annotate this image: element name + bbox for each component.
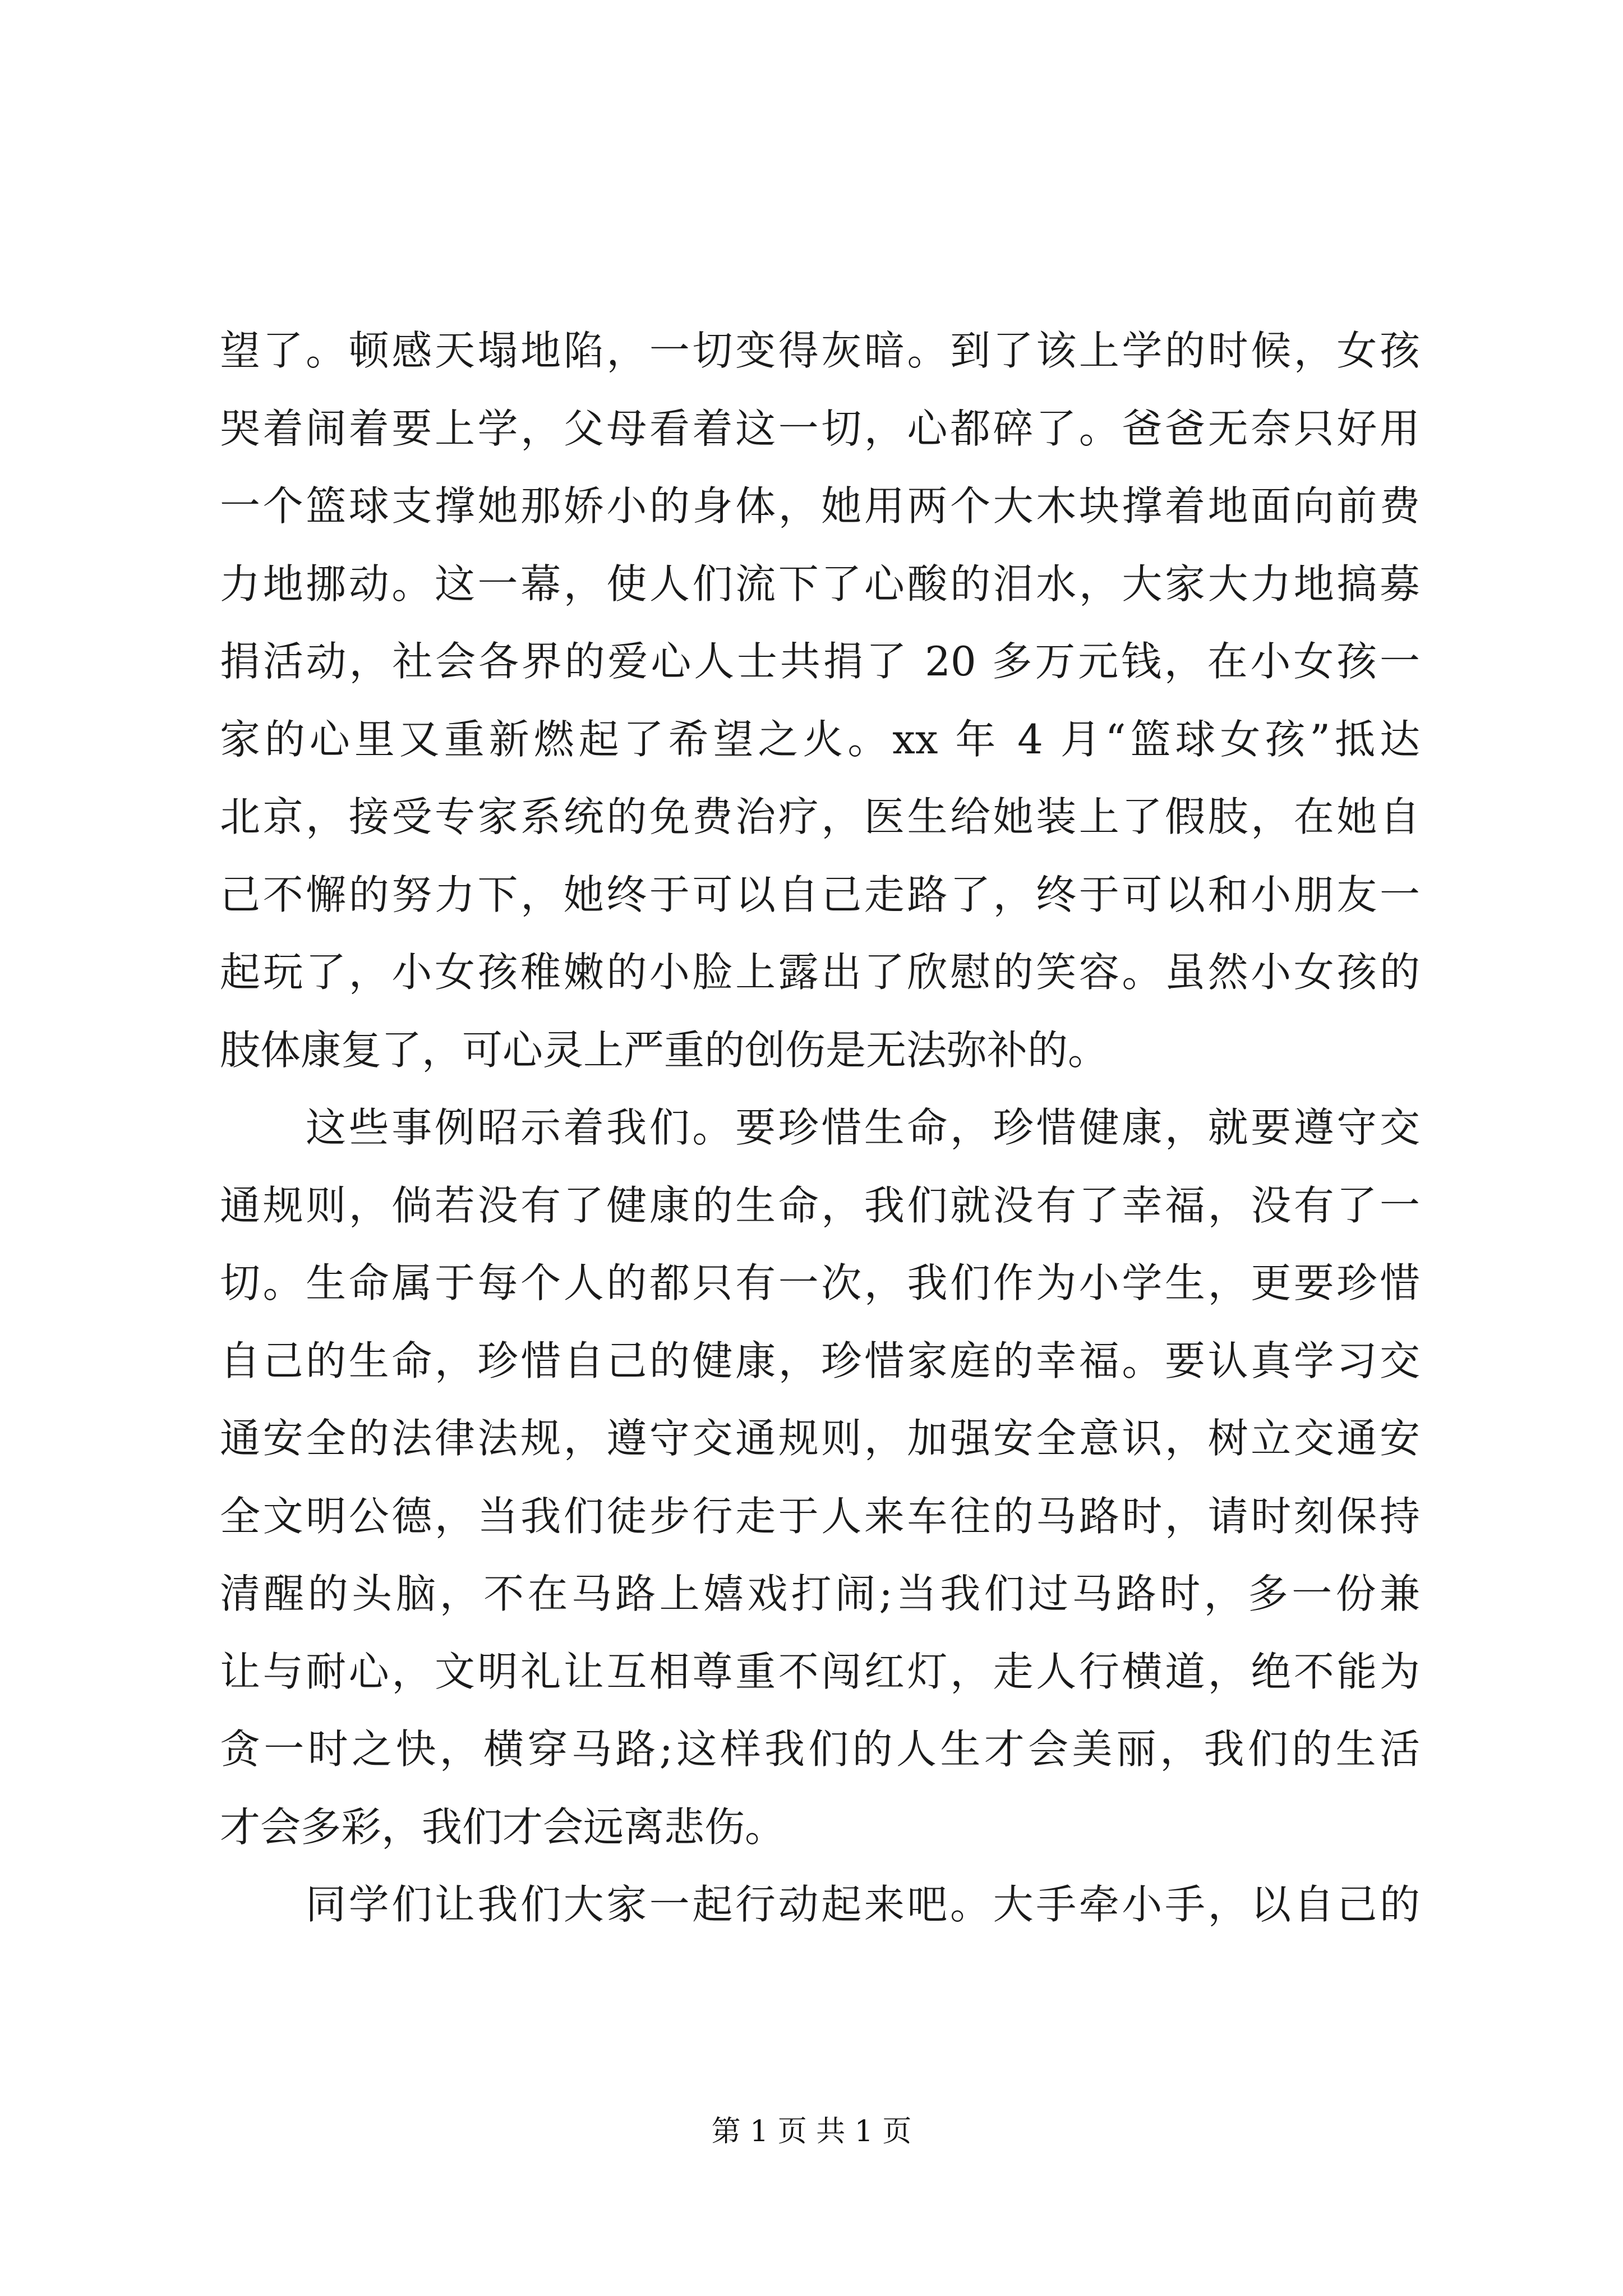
- text-line: 切。生命属于每个人的都只有一次，我们作为小学生，更要珍惜: [220, 1259, 1420, 1306]
- text-line: 己不懈的努力下，她终于可以自己走路了，终于可以和小朋友一: [220, 871, 1420, 918]
- text-line: 才会多彩，我们才会远离悲伤。: [220, 1803, 786, 1851]
- text-line: 捐活动，社会各界的爱心人士共捐了 20 多万元钱，在小女孩一: [220, 638, 1420, 685]
- paragraph-first-line: 同学们让我们大家一起行动起来吧。大手牵小手，以自己的: [306, 1881, 1420, 1928]
- text-line: 家的心里又重新燃起了希望之火。xx 年 4 月“篮球女孩”抵达: [220, 716, 1420, 763]
- text-line: 自己的生命，珍惜自己的健康，珍惜家庭的幸福。要认真学习交: [220, 1337, 1420, 1384]
- text-line: 一个篮球支撑她那娇小的身体，她用两个大木块撑着地面向前费: [220, 482, 1420, 530]
- text-line: 通规则，倘若没有了健康的生命，我们就没有了幸福，没有了一: [220, 1182, 1420, 1229]
- text-line: 通安全的法律法规，遵守交通规则，加强安全意识，树立交通安: [220, 1415, 1420, 1462]
- paragraph-first-line: 这些事例昭示着我们。要珍惜生命，珍惜健康，就要遵守交: [306, 1104, 1420, 1151]
- page-footer: 第 1 页 共 1 页: [711, 2115, 912, 2148]
- text-line: 北京，接受专家系统的免费治疗，医生给她装上了假肢，在她自: [220, 793, 1420, 840]
- text-line: 全文明公德，当我们徒步行走于人来车往的马路时，请时刻保持: [220, 1493, 1420, 1540]
- text-line: 起玩了，小女孩稚嫩的小脸上露出了欣慰的笑容。虽然小女孩的: [220, 949, 1420, 996]
- text-line: 让与耐心，文明礼让互相尊重不闯红灯，走人行横道，绝不能为: [220, 1648, 1420, 1695]
- text-line: 力地挪动。这一幕，使人们流下了心酸的泪水，大家大力地搞募: [220, 560, 1420, 608]
- text-line: 望了。顿感天塌地陷，一切变得灰暗。到了该上学的时候，女孩: [220, 327, 1420, 374]
- text-line: 肢体康复了，可心灵上严重的创伤是无法弥补的。: [220, 1027, 1109, 1074]
- text-line: 贪一时之快，横穿马路;这样我们的人生才会美丽，我们的生活: [220, 1726, 1420, 1773]
- text-line: 清醒的头脑，不在马路上嬉戏打闹;当我们过马路时，多一份兼: [220, 1570, 1420, 1617]
- text-line: 哭着闹着要上学，父母看着这一切，心都碎了。爸爸无奈只好用: [220, 405, 1420, 452]
